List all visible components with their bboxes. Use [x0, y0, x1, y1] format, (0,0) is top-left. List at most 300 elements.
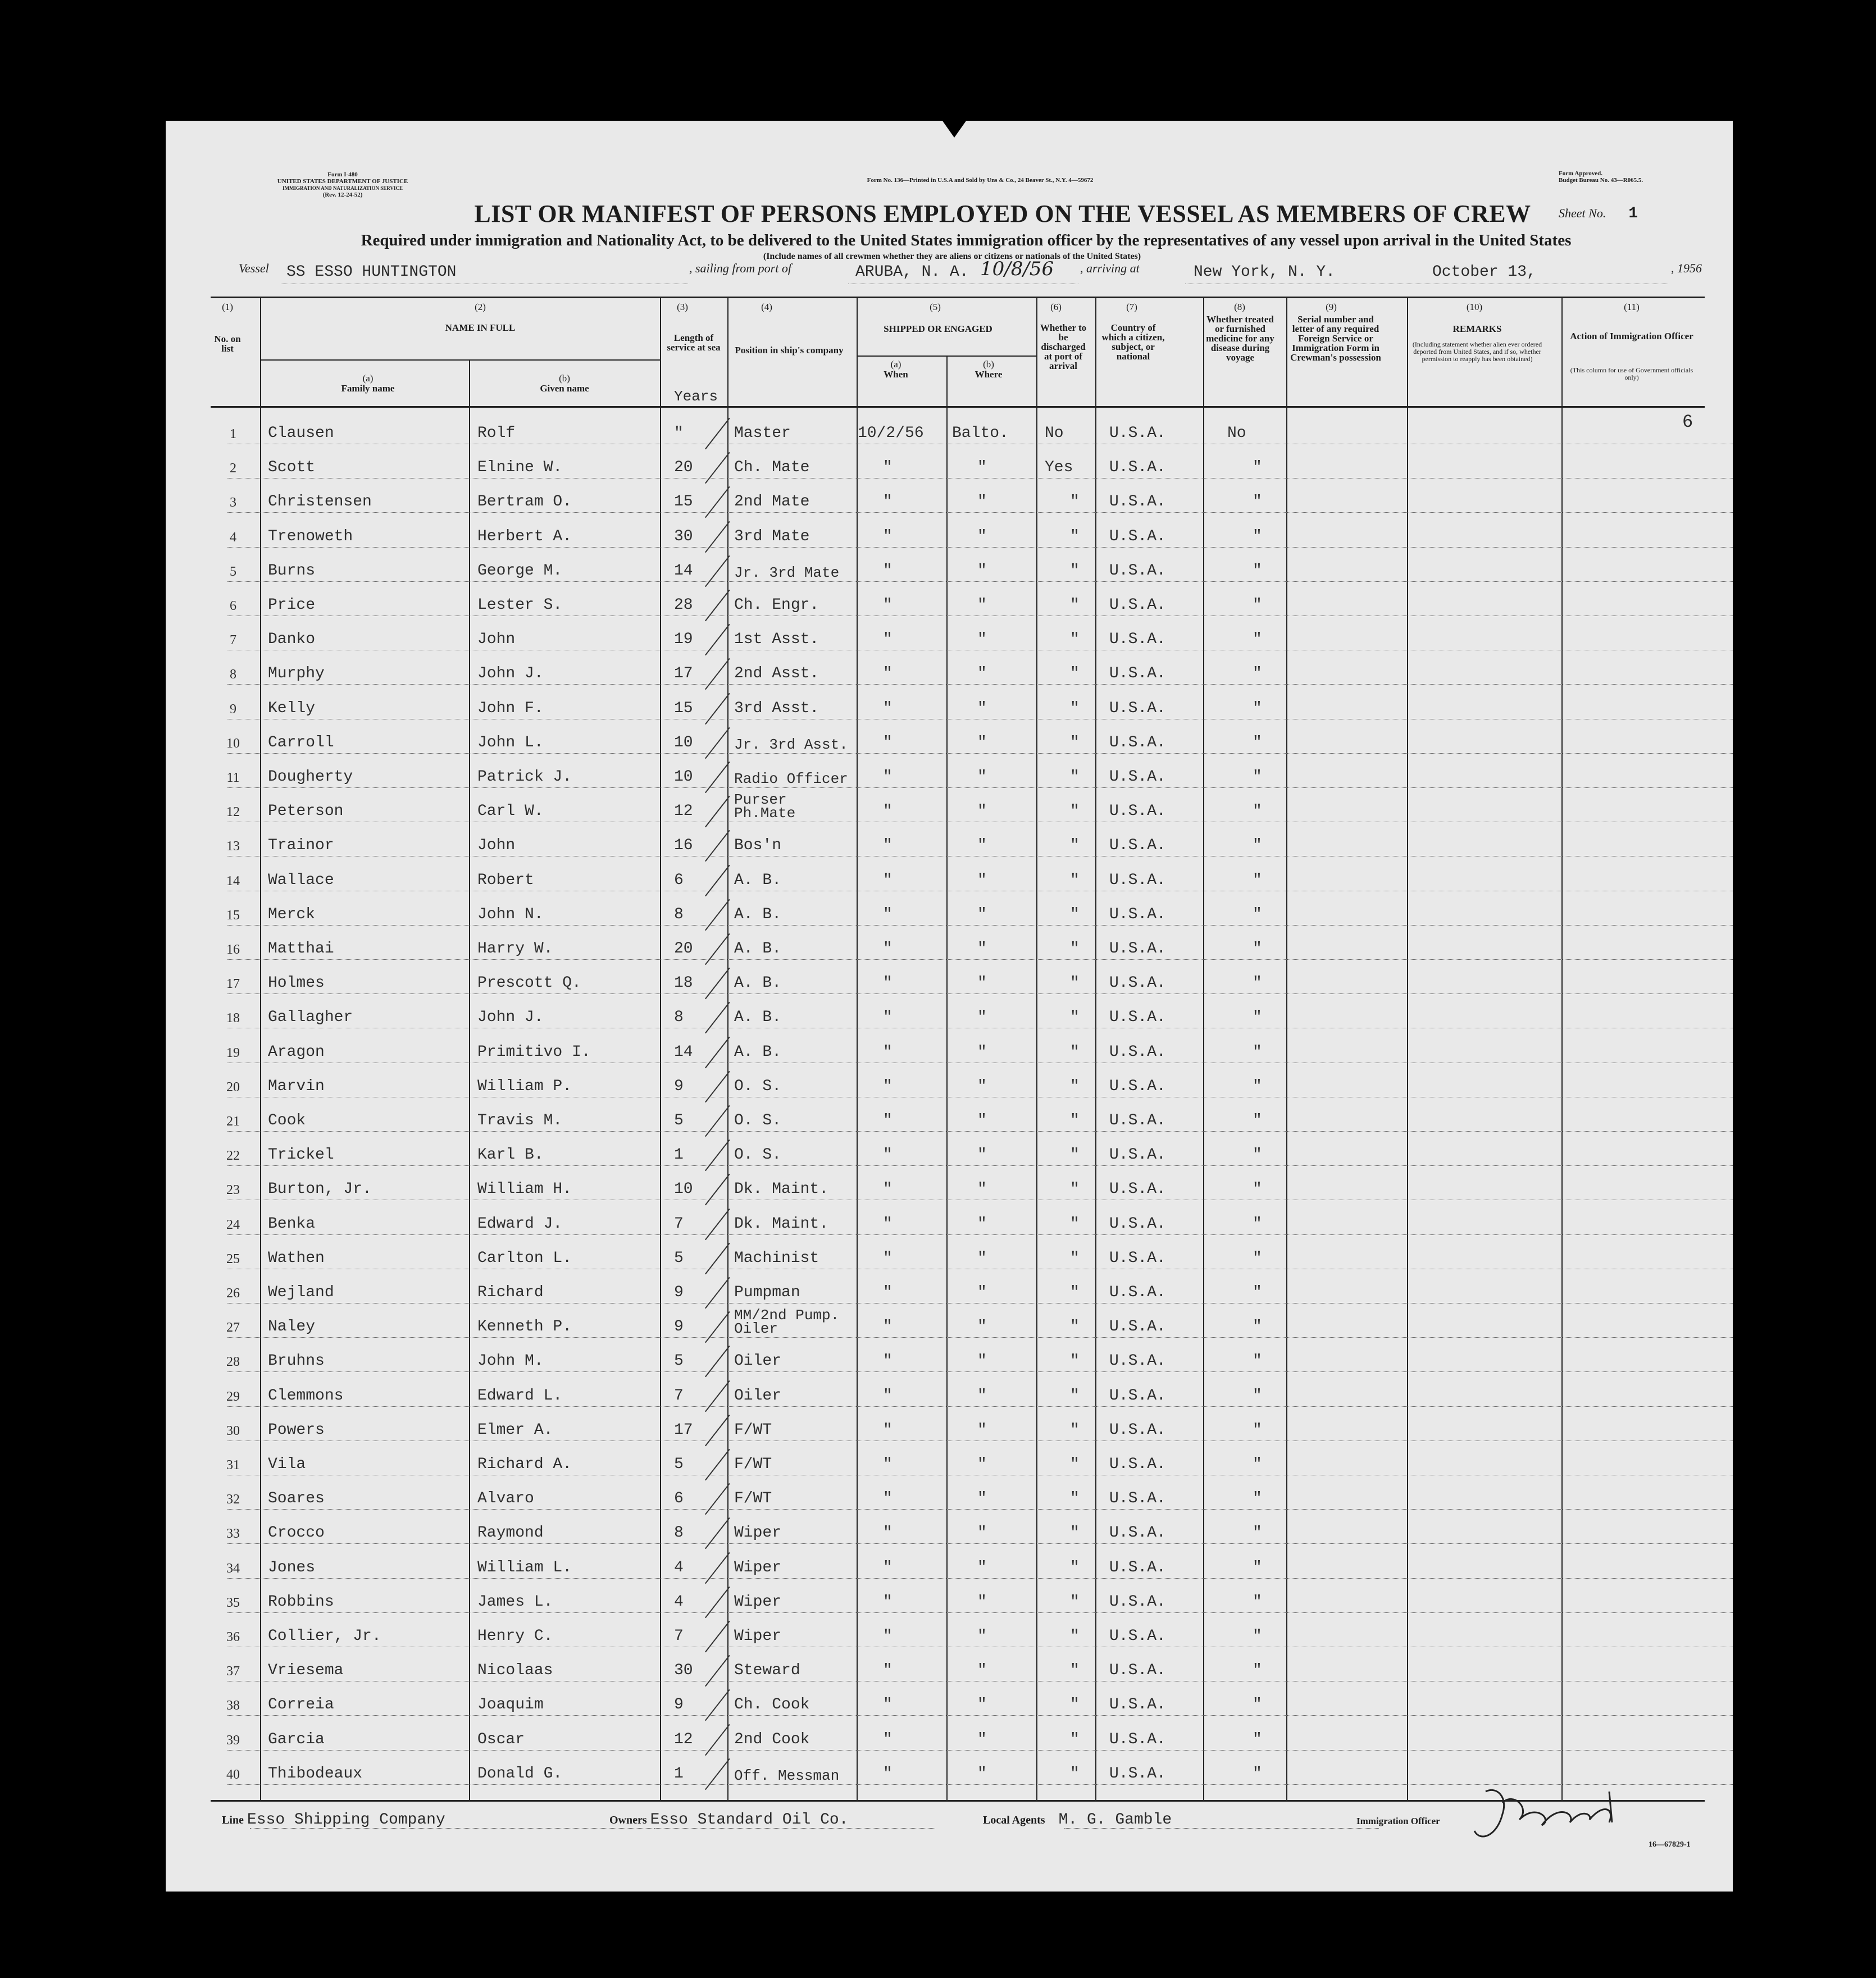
service-years-cell: 16 — [674, 837, 693, 855]
col-3-number: (3) — [677, 302, 688, 312]
service-years-cell: 28 — [674, 596, 693, 614]
discharged-cell: " — [1070, 1593, 1080, 1611]
medicine-cell: " — [1253, 1490, 1262, 1508]
service-years-cell: 6 — [674, 1490, 684, 1508]
col-header-action: Action of Immigration Officer — [1570, 331, 1693, 341]
given-name-cell: Herbert A. — [477, 527, 572, 545]
shipped-when-cell: " — [883, 1146, 893, 1164]
shipped-when-cell: " — [883, 1112, 893, 1129]
medicine-cell: " — [1253, 1318, 1262, 1336]
row-number-cell: 12 — [226, 805, 240, 820]
medicine-cell: " — [1253, 699, 1262, 717]
position-cell: Ch. Engr. — [734, 596, 819, 614]
family-name-cell: Trickel — [268, 1146, 334, 1164]
service-years-cell: 17 — [674, 1421, 693, 1439]
table-row — [166, 891, 1733, 926]
country-cell: U.S.A. — [1109, 596, 1166, 614]
family-name-cell: Gallagher — [268, 1009, 353, 1027]
row-number-cell: 40 — [226, 1767, 240, 1782]
table-row — [166, 1510, 1733, 1544]
discharged-cell: " — [1070, 1318, 1080, 1336]
position-cell: Ch. Mate — [734, 459, 810, 477]
position-cell: Master — [734, 425, 791, 442]
line-underline — [250, 1828, 654, 1829]
shipped-where-cell: " — [977, 871, 987, 889]
position-cell: 3rd Asst. — [734, 699, 819, 717]
budget-text: Budget Bureau No. 43—R065.5. — [1559, 177, 1643, 184]
medicine-cell: " — [1253, 1730, 1262, 1748]
given-name-cell: Elmer A. — [477, 1421, 553, 1439]
vessel-label: Vessel — [239, 261, 269, 275]
service-name: IMMIGRATION AND NATURALIZATION SERVICE — [283, 185, 403, 191]
family-name-cell: Trainor — [268, 837, 334, 855]
subnote: (Include names of all crewmen whether they are aliens or citizens or nationals of the United States) — [763, 252, 1141, 261]
col-header-country: Country of which a citizen, subject, or national — [1101, 322, 1165, 362]
country-cell: U.S.A. — [1109, 1558, 1166, 1576]
country-cell: U.S.A. — [1109, 1249, 1166, 1267]
row-number-cell: 35 — [226, 1595, 240, 1610]
country-cell: U.S.A. — [1109, 1077, 1166, 1095]
table-row — [166, 1373, 1733, 1407]
given-name-cell: Travis M. — [477, 1112, 563, 1129]
row-number-cell: 9 — [230, 701, 236, 717]
position-cell: 2nd Mate — [734, 493, 810, 511]
position-cell: A. B. — [734, 905, 782, 923]
arrival-year: , 1956 — [1671, 261, 1702, 275]
row-number-cell: 20 — [226, 1079, 240, 1095]
discharged-cell: " — [1070, 940, 1080, 958]
position-cell: Steward — [734, 1662, 800, 1680]
discharged-cell: " — [1070, 1112, 1080, 1129]
country-cell: U.S.A. — [1109, 1456, 1166, 1473]
given-name-cell: Joaquim — [477, 1696, 544, 1714]
col-2-number: (2) — [475, 302, 486, 312]
discharged-cell: " — [1070, 1181, 1080, 1198]
discharged-cell: " — [1070, 1490, 1080, 1508]
position-cell: O. S. — [734, 1077, 782, 1095]
row-number-cell: 15 — [226, 908, 240, 923]
discharged-cell: " — [1070, 1662, 1080, 1680]
service-years-cell: 14 — [674, 562, 693, 580]
table-row — [166, 1579, 1733, 1613]
medicine-cell: No — [1227, 425, 1246, 442]
col-6-number: (6) — [1050, 302, 1062, 312]
agents-underline — [1064, 1828, 1379, 1829]
position-cell: A. B. — [734, 1009, 782, 1027]
table-row — [166, 926, 1733, 960]
country-cell: U.S.A. — [1109, 940, 1166, 958]
shipped-where-cell: " — [977, 562, 987, 580]
shipped-where-cell: " — [977, 1352, 987, 1370]
row-number-cell: 18 — [226, 1011, 240, 1026]
given-name-cell: Rolf — [477, 425, 516, 442]
discharged-cell: " — [1070, 1146, 1080, 1164]
given-name-cell: Oscar — [477, 1730, 525, 1748]
table-row — [166, 1441, 1733, 1475]
medicine-cell: " — [1253, 1593, 1262, 1611]
discharged-cell: " — [1070, 562, 1080, 580]
shipped-when-cell: " — [883, 871, 893, 889]
family-name-cell: Bruhns — [268, 1352, 325, 1370]
given-name-cell: Harry W. — [477, 940, 553, 958]
medicine-cell: " — [1253, 596, 1262, 614]
table-row — [166, 994, 1733, 1028]
line-label: Line — [222, 1814, 244, 1826]
shipped-when-cell: " — [883, 1628, 893, 1645]
given-name-cell: John M. — [477, 1352, 544, 1370]
medicine-cell: " — [1253, 1181, 1262, 1198]
given-name-cell: Robert — [477, 871, 534, 889]
country-cell: U.S.A. — [1109, 837, 1166, 855]
family-name-cell: Kelly — [268, 699, 316, 717]
row-number-cell: 13 — [226, 839, 240, 854]
position-cell: F/WT — [734, 1490, 772, 1508]
col-header-given-letter: (b) — [559, 373, 570, 384]
shipped-where-cell: " — [977, 733, 987, 751]
family-name-cell: Clemmons — [268, 1387, 344, 1405]
col-header-given: Given name — [540, 383, 589, 394]
family-name-cell: Powers — [268, 1421, 325, 1439]
service-years-cell: 12 — [674, 1730, 693, 1748]
form-code: 16—67829-1 — [1649, 1840, 1691, 1849]
medicine-cell: " — [1253, 493, 1262, 511]
line-value: Esso Shipping Company — [247, 1811, 445, 1829]
family-name-cell: Scott — [268, 459, 316, 477]
discharged-cell: " — [1070, 974, 1080, 992]
owners-underline — [654, 1828, 935, 1829]
service-years-cell: 9 — [674, 1318, 684, 1336]
shipped-when-cell: " — [883, 1456, 893, 1473]
service-years-cell: 5 — [674, 1249, 684, 1267]
col-9-number: (9) — [1326, 302, 1337, 312]
table-row — [166, 1132, 1733, 1166]
discharged-cell: " — [1070, 1456, 1080, 1473]
service-years-cell: " — [674, 425, 684, 442]
row-number-cell: 22 — [226, 1148, 240, 1164]
position-cell: A. B. — [734, 1043, 782, 1061]
discharged-cell: " — [1070, 1628, 1080, 1645]
service-years-cell: 8 — [674, 1009, 684, 1027]
row-number-cell: 17 — [226, 977, 240, 992]
medicine-cell: " — [1253, 1009, 1262, 1027]
shipped-when-cell: 10/2/56 — [858, 425, 924, 442]
discharged-cell: " — [1070, 1249, 1080, 1267]
given-name-cell: William P. — [477, 1077, 572, 1095]
shipped-when-cell: " — [883, 527, 893, 545]
shipped-where-cell: " — [977, 768, 987, 786]
given-name-cell: Lester S. — [477, 596, 563, 614]
given-name-cell: Elnine W. — [477, 459, 563, 477]
col-header-family: Family name — [341, 383, 395, 394]
position-cell: O. S. — [734, 1146, 782, 1164]
position-cell: Purser Ph.Mate — [734, 791, 796, 822]
shipped-where-cell: " — [977, 596, 987, 614]
given-name-cell: John J. — [477, 665, 544, 683]
country-cell: U.S.A. — [1109, 974, 1166, 992]
table-row — [166, 1407, 1733, 1441]
shipped-where-cell: " — [977, 1249, 987, 1267]
country-cell: U.S.A. — [1109, 665, 1166, 683]
service-years-cell: 30 — [674, 527, 693, 545]
shipped-when-cell: " — [883, 493, 893, 511]
officer-signature — [1469, 1780, 1637, 1848]
position-cell: Wiper — [734, 1593, 782, 1611]
service-years-cell: 5 — [674, 1456, 684, 1473]
family-name-cell: Thibodeaux — [268, 1765, 363, 1783]
shipped-when-cell: " — [883, 1043, 893, 1061]
service-years-cell: 9 — [674, 1284, 684, 1301]
service-years-cell: 12 — [674, 803, 693, 821]
discharged-cell: " — [1070, 733, 1080, 751]
service-years-cell: 20 — [674, 459, 693, 477]
shipped-where-cell: " — [977, 1043, 987, 1061]
shipped-when-cell: " — [883, 1593, 893, 1611]
medicine-cell: " — [1253, 1146, 1262, 1164]
given-name-cell: William H. — [477, 1181, 572, 1198]
position-cell: O. S. — [734, 1112, 782, 1129]
col-header-medicine: Whether treated or furnished medicine for any disease during voyage — [1206, 314, 1274, 363]
shipped-where-cell: Balto. — [952, 425, 1009, 442]
country-cell: U.S.A. — [1109, 631, 1166, 649]
service-years-cell: 17 — [674, 665, 693, 683]
col-8-number: (8) — [1234, 302, 1245, 312]
country-cell: U.S.A. — [1109, 1524, 1166, 1542]
table-row — [166, 444, 1733, 478]
row-number-cell: 1 — [230, 427, 236, 441]
medicine-cell: " — [1253, 1524, 1262, 1542]
position-cell: F/WT — [734, 1421, 772, 1439]
medicine-cell: " — [1253, 1249, 1262, 1267]
col-header-where-letter: (b) — [983, 359, 994, 370]
country-cell: U.S.A. — [1109, 1628, 1166, 1645]
given-name-cell: John — [477, 631, 516, 649]
row-number-cell: 14 — [226, 873, 240, 888]
country-cell: U.S.A. — [1109, 1765, 1166, 1783]
family-name-cell: Jones — [268, 1558, 316, 1576]
shipped-where-cell: " — [977, 1490, 987, 1508]
country-cell: U.S.A. — [1109, 803, 1166, 821]
row-number-cell: 29 — [226, 1389, 240, 1404]
position-cell: Oiler — [734, 1387, 782, 1405]
row-number-cell: 33 — [226, 1526, 240, 1542]
country-cell: U.S.A. — [1109, 733, 1166, 751]
table-row — [166, 1269, 1733, 1304]
col-header-when: When — [884, 369, 908, 380]
row-number-cell: 37 — [226, 1664, 240, 1679]
position-cell: Oiler — [734, 1352, 782, 1370]
shipped-when-cell: " — [883, 1215, 893, 1233]
medicine-cell: " — [1253, 459, 1262, 477]
table-row — [166, 1063, 1733, 1097]
discharged-cell: " — [1070, 1558, 1080, 1576]
discharged-cell: " — [1070, 1387, 1080, 1405]
discharged-cell: " — [1070, 803, 1080, 821]
country-cell: U.S.A. — [1109, 1421, 1166, 1439]
discharged-cell: " — [1070, 699, 1080, 717]
shipped-where-cell: " — [977, 1077, 987, 1095]
medicine-cell: " — [1253, 1352, 1262, 1370]
row-number-cell: 5 — [230, 564, 236, 579]
medicine-cell: " — [1253, 940, 1262, 958]
given-name-cell: Kenneth P. — [477, 1318, 572, 1336]
col-11-number: (11) — [1624, 302, 1640, 312]
country-cell: U.S.A. — [1109, 1352, 1166, 1370]
service-years-cell: 15 — [674, 493, 693, 511]
family-name-cell: Vriesema — [268, 1662, 344, 1680]
position-cell: MM/2nd Pump. Oiler — [734, 1307, 840, 1338]
shipped-when-cell: " — [883, 837, 893, 855]
owners-label: Owners — [609, 1814, 647, 1826]
country-cell: U.S.A. — [1109, 1043, 1166, 1061]
sailing-label: , sailing from port of — [689, 261, 791, 275]
shipped-where-cell: " — [977, 1593, 987, 1611]
service-years-cell: 6 — [674, 871, 684, 889]
given-name-cell: Karl B. — [477, 1146, 544, 1164]
shipped-where-cell: " — [977, 1215, 987, 1233]
revision-date: (Rev. 12-24-52) — [322, 192, 363, 198]
vessel-name: SS ESSO HUNTINGTON — [286, 263, 457, 281]
family-name-cell: Naley — [268, 1318, 316, 1336]
family-name-cell: Crocco — [268, 1524, 325, 1542]
shipped-where-cell: " — [977, 974, 987, 992]
family-name-cell: Wejland — [268, 1284, 334, 1301]
medicine-cell: " — [1253, 1628, 1262, 1645]
row-number-cell: 31 — [226, 1458, 240, 1473]
country-cell: U.S.A. — [1109, 1696, 1166, 1714]
shipped-when-cell: " — [883, 1730, 893, 1748]
given-name-cell: Donald G. — [477, 1765, 563, 1783]
manifest-page — [166, 121, 1733, 1892]
shipped-when-cell: " — [883, 596, 893, 614]
medicine-cell: " — [1253, 1112, 1262, 1129]
family-name-cell: Correia — [268, 1696, 334, 1714]
col-1-number: (1) — [222, 302, 233, 312]
discharged-cell: " — [1070, 1284, 1080, 1301]
row-number-cell: 21 — [226, 1114, 240, 1129]
family-name-cell: Vila — [268, 1456, 306, 1473]
table-row — [166, 1681, 1733, 1716]
given-name-cell: John — [477, 837, 516, 855]
row-number-cell: 39 — [226, 1733, 240, 1748]
position-cell: Bos'n — [734, 837, 782, 855]
printer-note: Form No. 136—Printed in U.S.A and Sold by Uns & Co., 24 Beaver St., N.Y. 4—59672 — [867, 177, 1094, 184]
shipped-when-cell: " — [883, 1009, 893, 1027]
col-4-number: (4) — [761, 302, 772, 312]
given-name-cell: Richard A. — [477, 1456, 572, 1473]
family-name-cell: Soares — [268, 1490, 325, 1508]
medicine-cell: " — [1253, 1765, 1262, 1783]
country-cell: U.S.A. — [1109, 425, 1166, 442]
discharged-cell: " — [1070, 1730, 1080, 1748]
officer-label: Immigration Officer — [1356, 1816, 1440, 1826]
table-row — [166, 582, 1733, 616]
family-name-cell: Danko — [268, 631, 316, 649]
years-unit: Years — [674, 388, 718, 405]
sheet-label: Sheet No. — [1559, 206, 1606, 220]
shipped-where-cell: " — [977, 665, 987, 683]
table-row — [166, 685, 1733, 719]
shipped-where-cell: " — [977, 1181, 987, 1198]
position-cell: Jr. 3rd Asst. — [734, 736, 848, 753]
col-7-number: (7) — [1126, 302, 1137, 312]
shipped-when-cell: " — [883, 1490, 893, 1508]
col-header-no: No. on list — [214, 334, 241, 354]
shipped-where-cell: " — [977, 527, 987, 545]
discharged-cell: " — [1070, 596, 1080, 614]
agents-label: Local Agents — [983, 1814, 1045, 1826]
discharged-cell: " — [1070, 871, 1080, 889]
given-name-cell: Carl W. — [477, 803, 544, 821]
shipped-where-cell: " — [977, 1558, 987, 1576]
given-name-cell: John L. — [477, 733, 544, 751]
discharged-cell: " — [1070, 1524, 1080, 1542]
table-row — [166, 1201, 1733, 1235]
given-name-cell: Henry C. — [477, 1628, 553, 1645]
medicine-cell: " — [1253, 768, 1262, 786]
shipped-when-cell: " — [883, 1284, 893, 1301]
medicine-cell: " — [1253, 905, 1262, 923]
medicine-cell: " — [1253, 1421, 1262, 1439]
medicine-cell: " — [1253, 837, 1262, 855]
medicine-cell: " — [1253, 733, 1262, 751]
family-name-cell: Marvin — [268, 1077, 325, 1095]
family-name-cell: Garcia — [268, 1730, 325, 1748]
table-row — [166, 1029, 1733, 1063]
service-years-cell: 20 — [674, 940, 693, 958]
family-name-cell: Holmes — [268, 974, 325, 992]
country-cell: U.S.A. — [1109, 871, 1166, 889]
given-name-cell: Richard — [477, 1284, 544, 1301]
medicine-cell: " — [1253, 631, 1262, 649]
country-cell: U.S.A. — [1109, 1730, 1166, 1748]
row-number-cell: 28 — [226, 1355, 240, 1370]
family-name-cell: Cook — [268, 1112, 306, 1129]
shipped-where-cell: " — [977, 1318, 987, 1336]
medicine-cell: " — [1253, 1077, 1262, 1095]
service-years-cell: 10 — [674, 1181, 693, 1198]
service-years-cell: 5 — [674, 1112, 684, 1129]
footer-agents — [983, 1811, 1172, 1829]
country-cell: U.S.A. — [1109, 459, 1166, 477]
country-cell: U.S.A. — [1109, 1009, 1166, 1027]
family-name-cell: Merck — [268, 905, 316, 923]
country-cell: U.S.A. — [1109, 768, 1166, 786]
row-number-cell: 25 — [226, 1251, 240, 1266]
table-row — [166, 822, 1733, 856]
departure-port: ARUBA, N. A. — [855, 263, 969, 281]
position-cell: Machinist — [734, 1249, 819, 1267]
given-name-cell: James L. — [477, 1593, 553, 1611]
country-cell: U.S.A. — [1109, 905, 1166, 923]
service-years-cell: 5 — [674, 1352, 684, 1370]
row-number-cell: 16 — [226, 942, 240, 957]
shipped-when-cell: " — [883, 768, 893, 786]
position-cell: F/WT — [734, 1456, 772, 1473]
shipped-when-cell: " — [883, 974, 893, 992]
country-cell: U.S.A. — [1109, 1490, 1166, 1508]
row-number-cell: 23 — [226, 1183, 240, 1198]
agents-value: M. G. Gamble — [1058, 1811, 1172, 1829]
shipped-when-cell: " — [883, 699, 893, 717]
col-5-number: (5) — [930, 302, 941, 312]
table-row — [166, 1475, 1733, 1510]
row-number-cell: 27 — [226, 1320, 240, 1336]
position-cell: 2nd Cook — [734, 1730, 810, 1748]
col-header-serial: Serial number and letter of any required Foreign Service or Immigration Form in Crewman's possession — [1290, 314, 1381, 363]
family-name-cell: Clausen — [268, 425, 334, 442]
row-number-cell: 32 — [226, 1492, 240, 1507]
position-cell: Off. Messman — [734, 1767, 840, 1784]
